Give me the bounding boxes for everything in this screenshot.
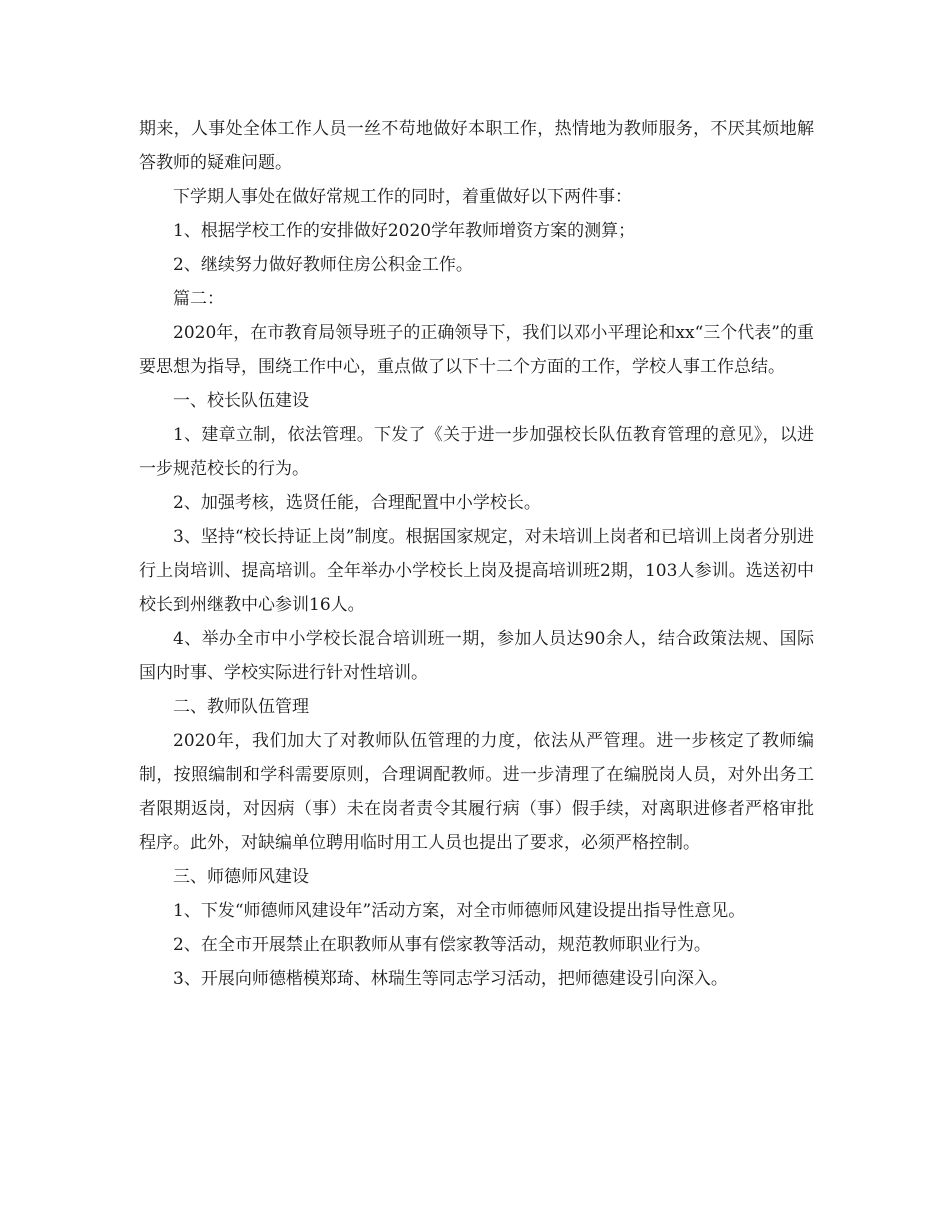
section-heading: 一、校长队伍建设 <box>173 391 309 411</box>
list-item: 1、建章立制，依法管理。下发了《关于进一步加强校长队伍教育管理的意见》，以进一步规范校长的行为。 <box>139 425 814 479</box>
section-heading: 二、教师队伍管理 <box>173 697 309 717</box>
list-item: 3、开展向师德楷模郑琦、林瑞生等同志学习活动，把师德建设引向深入。 <box>173 969 728 989</box>
section-label: 篇二： <box>173 289 224 309</box>
paragraph-continued: 期来，人事处全体工作人员一丝不苟地做好本职工作，热情地为教师服务，不厌其烦地解答教师的疑难问题。 <box>139 119 814 173</box>
list-item: 2、加强考核，选贤任能，合理配置中小学校长。 <box>173 493 541 513</box>
list-item: 1、根据学校工作的安排做好2020学年教师增资方案的测算； <box>173 221 636 241</box>
document-body <box>139 112 814 996</box>
list-item: 3、坚持“校长持证上岗”制度。根据国家规定，对未培训上岗者和已培训上岗者分别进行上岗培训、提高培训。全年举办小学校长上岗及提高培训班2期，103人参训。选送初中校长到州继教中心参训16人。 <box>139 527 814 615</box>
list-item: 2、继续努力做好教师住房公积金工作。 <box>173 255 473 275</box>
list-item: 4、举办全市中小学校长混合培训班一期，参加人员达90余人，结合政策法规、国际国内时事、学校实际进行针对性培训。 <box>139 629 814 683</box>
paragraph: 2020年，在市教育局领导班子的正确领导下，我们以邓小平理论和xx“三个代表”的重要思想为指导，围绕工作中心，重点做了以下十二个方面的工作，学校人事工作总结。 <box>139 323 814 377</box>
paragraph: 下学期人事处在做好常规工作的同时，着重做好以下两件事： <box>173 187 632 207</box>
section-heading: 三、师德师风建设 <box>173 867 309 887</box>
paragraph: 2020年，我们加大了对教师队伍管理的力度，依法从严管理。进一步核定了教师编制，按照编制和学科需要原则，合理调配教师。进一步清理了在编脱岗人员，对外出务工者限期返岗，对因病（事）未在岗者责令其履行病（事）假手续，对离职进修者严格审批程序。此外，对缺编单位聘用临时用工人员也提出了要求，必须严格控制。 <box>139 731 814 853</box>
list-item: 2、在全市开展禁止在职教师从事有偿家教等活动，规范教师职业行为。 <box>173 935 711 955</box>
list-item: 1、下发“师德师风建设年”活动方案，对全市师德师风建设提出指导性意见。 <box>173 901 746 921</box>
